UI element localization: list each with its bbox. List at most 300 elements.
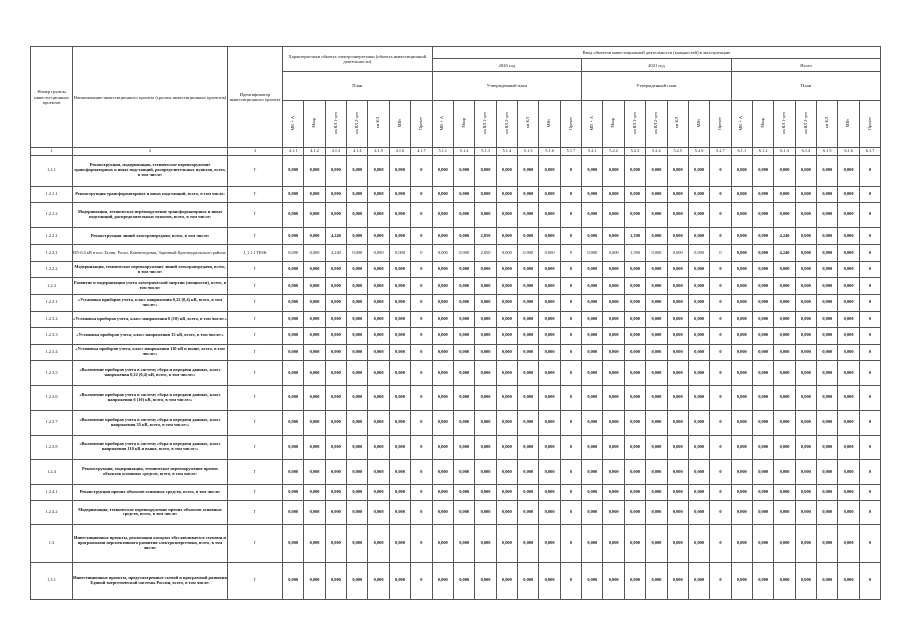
value-cell: 0 — [411, 328, 432, 345]
row-project-name: ВЛ-0,4 кВ в пос.Талин, Роскт, Камнеледовая, Заречный Красноуральского района — [73, 245, 228, 262]
value-cell: 0,000 — [432, 186, 453, 203]
value-cell: 0 — [710, 500, 731, 525]
unit-subheader-label: МВ×А — [439, 115, 445, 131]
value-cell: 0,000 — [688, 294, 709, 311]
value-cell: 0 — [560, 186, 581, 203]
value-cell: 0,000 — [453, 328, 474, 345]
value-cell: 0,000 — [582, 410, 603, 435]
value-cell: 0,000 — [283, 460, 304, 485]
value-cell: 0,000 — [838, 460, 859, 485]
value-cell: 0,000 — [817, 186, 838, 203]
value-cell: 0,000 — [347, 344, 368, 361]
table-row — [31, 344, 881, 361]
value-cell: 0 — [859, 410, 881, 435]
value-cell: 0,000 — [453, 344, 474, 361]
row-project-id: Г — [228, 261, 283, 278]
value-cell: 0,000 — [753, 385, 774, 410]
table-row — [31, 245, 881, 262]
unit-subheader — [539, 100, 560, 148]
value-cell: 0,000 — [432, 344, 453, 361]
value-cell: 0 — [859, 344, 881, 361]
value-cell: 0,000 — [496, 245, 517, 262]
col-project-id-header: Идентификатор инвестиционного проекта — [228, 47, 283, 148]
value-cell: 0,000 — [688, 227, 709, 245]
value-cell: 0,000 — [753, 435, 774, 460]
value-cell: 0,000 — [603, 525, 624, 562]
value-cell: 0,000 — [646, 385, 667, 410]
value-cell: 0 — [560, 227, 581, 245]
value-cell: 0,000 — [624, 500, 645, 525]
row-project-id: Г — [228, 410, 283, 435]
index-cell: 3 — [228, 148, 283, 155]
row-project-name: Реконструкция линий электропередачи, всего, в том числе: — [73, 227, 228, 245]
value-cell: 0,000 — [603, 361, 624, 386]
value-cell: 0,000 — [603, 203, 624, 228]
row-project-name: «Установка приборов учета, класс напряжения 35 кВ, всего, в том числе:» — [73, 328, 228, 345]
index-cell: 4.1.4 — [347, 148, 368, 155]
value-cell: 0,000 — [368, 261, 389, 278]
value-cell: 0,000 — [817, 562, 838, 599]
value-cell: 0,000 — [667, 278, 688, 295]
value-cell: 0,000 — [603, 278, 624, 295]
approved-plan-2020-header: Утвержденный план — [432, 71, 582, 100]
value-cell: 0,000 — [539, 227, 560, 245]
value-cell: 0,000 — [753, 278, 774, 295]
row-code: 1.3 — [31, 525, 73, 562]
value-cell: 0,000 — [389, 385, 410, 410]
value-cell: 0,000 — [774, 186, 795, 203]
value-cell: 0,000 — [283, 278, 304, 295]
value-cell: 0,000 — [347, 203, 368, 228]
unit-subheader — [325, 100, 346, 148]
value-cell: 0,000 — [432, 525, 453, 562]
value-cell: 0,000 — [347, 410, 368, 435]
value-cell: 0 — [560, 294, 581, 311]
unit-subheader — [368, 100, 389, 148]
value-cell: 0 — [859, 278, 881, 295]
value-cell: 0,000 — [347, 311, 368, 328]
commissioning-header: Ввод объектов инвестиционной деятельности (мощностей) в эксплуатацию — [432, 47, 881, 59]
index-cell: 4.1.2 — [304, 148, 325, 155]
table-row — [31, 385, 881, 410]
value-cell: 0,000 — [731, 385, 752, 410]
value-cell: 0,000 — [667, 385, 688, 410]
table-row — [31, 460, 881, 485]
value-cell: 0,000 — [389, 500, 410, 525]
value-cell: 0,000 — [624, 460, 645, 485]
row-project-name: «Установка приборов учета, класс напряжения 110 кВ и выше, всего, в том числе:» — [73, 344, 228, 361]
unit-subheader-label: МВ×А — [738, 115, 744, 131]
unit-subheader — [731, 100, 752, 148]
value-cell: 0,000 — [539, 410, 560, 435]
value-cell: 0,000 — [347, 261, 368, 278]
row-project-name: Модернизация, техническое перевооружение линий электропередачи, всего, в том числе: — [73, 261, 228, 278]
row-project-id: Г — [228, 460, 283, 485]
value-cell: 0,000 — [688, 278, 709, 295]
value-cell: 0,000 — [795, 460, 816, 485]
value-cell: 0,000 — [774, 485, 795, 501]
row-code: 1.3.1 — [31, 562, 73, 599]
unit-subheader-label: Мвар — [610, 118, 616, 128]
value-cell: 0,000 — [304, 361, 325, 386]
value-cell: 0,000 — [795, 485, 816, 501]
value-cell: 0 — [859, 311, 881, 328]
value-cell: 0,000 — [304, 227, 325, 245]
unit-subheader — [774, 100, 795, 148]
unit-subheader-label: км ВЛ 1-цеп — [482, 111, 488, 135]
value-cell: 0,000 — [304, 278, 325, 295]
value-cell: 0,000 — [539, 500, 560, 525]
value-cell: 0,000 — [731, 245, 752, 262]
value-cell: 0,000 — [496, 410, 517, 435]
value-cell: 0,000 — [753, 311, 774, 328]
value-cell: 0,000 — [688, 311, 709, 328]
value-cell: 0,000 — [304, 344, 325, 361]
value-cell: 0,000 — [667, 311, 688, 328]
unit-subheader-label: МВт — [695, 118, 701, 128]
value-cell: 0,000 — [389, 227, 410, 245]
value-cell: 0,000 — [496, 435, 517, 460]
row-code: 1.2.3.4 — [31, 344, 73, 361]
value-cell: 0,000 — [283, 344, 304, 361]
unit-subheader — [304, 100, 325, 148]
index-cell: 5.2.4 — [646, 148, 667, 155]
value-cell: 0,000 — [283, 245, 304, 262]
value-cell: 0,000 — [646, 410, 667, 435]
value-cell: 0,000 — [475, 562, 496, 599]
value-cell: 0,000 — [518, 186, 539, 203]
value-cell: 0,000 — [389, 311, 410, 328]
value-cell: 0,000 — [667, 261, 688, 278]
value-cell: 0,000 — [518, 562, 539, 599]
value-cell: 0,000 — [368, 410, 389, 435]
value-cell: 0,000 — [475, 500, 496, 525]
unit-subheader-label: км КЛ — [823, 117, 829, 129]
value-cell: 0,000 — [325, 155, 346, 186]
value-cell: 0,000 — [667, 344, 688, 361]
value-cell: 0,000 — [795, 203, 816, 228]
unit-subheader — [411, 100, 432, 148]
value-cell: 0,000 — [774, 361, 795, 386]
value-cell: 0,000 — [325, 500, 346, 525]
value-cell: 0,000 — [539, 203, 560, 228]
value-cell: 0,000 — [518, 344, 539, 361]
value-cell: 0,000 — [304, 485, 325, 501]
row-code: 1.2.1.1 — [31, 186, 73, 203]
value-cell: 0 — [859, 227, 881, 245]
value-cell: 0,000 — [795, 410, 816, 435]
value-cell: 0,000 — [325, 435, 346, 460]
value-cell: 0,000 — [347, 500, 368, 525]
value-cell: 0,000 — [838, 525, 859, 562]
value-cell: 0 — [710, 278, 731, 295]
value-cell: 0 — [411, 460, 432, 485]
value-cell: 0,000 — [731, 294, 752, 311]
value-cell: 0,000 — [368, 294, 389, 311]
value-cell: 0,000 — [603, 435, 624, 460]
value-cell: 0,000 — [325, 278, 346, 295]
value-cell: 0,000 — [389, 525, 410, 562]
value-cell: 0,000 — [774, 311, 795, 328]
value-cell: 0,000 — [731, 361, 752, 386]
value-cell: 0,000 — [389, 562, 410, 599]
value-cell: 0,000 — [325, 525, 346, 562]
value-cell: 0,000 — [347, 460, 368, 485]
value-cell: 0,000 — [283, 186, 304, 203]
index-cell: 5.1.2 — [453, 148, 474, 155]
value-cell: 0 — [560, 410, 581, 435]
value-cell: 0,000 — [368, 361, 389, 386]
value-cell: 0,000 — [582, 227, 603, 245]
value-cell: 0,000 — [496, 278, 517, 295]
value-cell: 0,000 — [624, 385, 645, 410]
value-cell: 0,000 — [347, 485, 368, 501]
unit-subheader-label: км КЛ — [674, 117, 680, 129]
value-cell: 0 — [411, 294, 432, 311]
value-cell: 0,000 — [582, 186, 603, 203]
value-cell: 0,000 — [795, 155, 816, 186]
value-cell: 0 — [560, 155, 581, 186]
value-cell: 0,000 — [539, 294, 560, 311]
value-cell: 0,000 — [753, 155, 774, 186]
value-cell: 0,000 — [518, 410, 539, 435]
value-cell: 0,000 — [475, 311, 496, 328]
value-cell: 0,000 — [496, 500, 517, 525]
value-cell: 0,000 — [539, 261, 560, 278]
value-cell: 0,000 — [795, 500, 816, 525]
value-cell: 0,000 — [283, 261, 304, 278]
value-cell: 0 — [710, 344, 731, 361]
value-cell: 0,000 — [389, 410, 410, 435]
table-row — [31, 294, 881, 311]
value-cell: 0 — [411, 562, 432, 599]
value-cell: 0,000 — [646, 485, 667, 501]
row-project-id: Г — [228, 155, 283, 186]
value-cell: 0,000 — [688, 525, 709, 562]
value-cell: 0,000 — [582, 245, 603, 262]
index-cell: 4.1.3 — [325, 148, 346, 155]
value-cell: 0 — [859, 294, 881, 311]
unit-subheader — [838, 100, 859, 148]
value-cell: 0,000 — [731, 328, 752, 345]
value-cell: 0,000 — [389, 245, 410, 262]
value-cell: 0,000 — [774, 500, 795, 525]
value-cell: 0,000 — [432, 500, 453, 525]
value-cell: 0 — [710, 155, 731, 186]
value-cell: 0,000 — [753, 410, 774, 435]
value-cell: 0,000 — [389, 460, 410, 485]
value-cell: 0,000 — [347, 278, 368, 295]
value-cell: 0,000 — [688, 361, 709, 386]
value-cell: 0,000 — [453, 203, 474, 228]
value-cell: 0,000 — [518, 227, 539, 245]
unit-subheader-label: км ВЛ 2-цеп — [353, 111, 359, 135]
value-cell: 0,000 — [304, 294, 325, 311]
value-cell: 0,000 — [582, 311, 603, 328]
value-cell: 0,000 — [688, 203, 709, 228]
value-cell: 0 — [710, 328, 731, 345]
value-cell: 0,000 — [795, 245, 816, 262]
value-cell: 0 — [710, 245, 731, 262]
table-row — [31, 328, 881, 345]
value-cell: 0,000 — [817, 328, 838, 345]
value-cell: 0 — [710, 385, 731, 410]
row-project-name: Реконструкция прочих объектов основных средств, всего, в том числе: — [73, 485, 228, 501]
value-cell: 0,000 — [838, 155, 859, 186]
value-cell: 0,000 — [325, 410, 346, 435]
value-cell: 0 — [859, 562, 881, 599]
row-code: 1.2.3.5 — [31, 361, 73, 386]
value-cell: 0,000 — [731, 311, 752, 328]
value-cell: 0,000 — [688, 562, 709, 599]
value-cell: 0,000 — [817, 385, 838, 410]
value-cell: 0,000 — [283, 435, 304, 460]
value-cell: 0,000 — [518, 311, 539, 328]
row-code: 1.2.3.3 — [31, 328, 73, 345]
row-project-id: Г — [228, 186, 283, 203]
value-cell: 0,000 — [688, 385, 709, 410]
value-cell: 0,000 — [817, 294, 838, 311]
value-cell: 0,000 — [688, 410, 709, 435]
unit-subheader — [667, 100, 688, 148]
value-cell: 0,000 — [667, 460, 688, 485]
table-row — [31, 361, 881, 386]
row-project-id: Г — [228, 311, 283, 328]
unit-subheader — [859, 100, 881, 148]
value-cell: 0 — [859, 435, 881, 460]
value-cell: 0,000 — [603, 500, 624, 525]
value-cell: 0,000 — [453, 155, 474, 186]
plan-total-header: План — [731, 71, 881, 100]
table-row — [31, 278, 881, 295]
value-cell: 0,000 — [667, 245, 688, 262]
row-code: 1.2.3.6 — [31, 385, 73, 410]
value-cell: 0,000 — [539, 385, 560, 410]
value-cell: 0,000 — [432, 203, 453, 228]
value-cell: 0,000 — [304, 385, 325, 410]
row-project-name: Инвестиционные проекты, предусмотренные схемой и программой развития Единой энергетической системы России, всего, в том числе: — [73, 562, 228, 599]
value-cell: 0,000 — [368, 245, 389, 262]
value-cell: 0,000 — [518, 361, 539, 386]
value-cell: 0,000 — [624, 278, 645, 295]
value-cell: 0 — [710, 294, 731, 311]
value-cell: 0,000 — [731, 155, 752, 186]
row-project-name: «Включение приборов учета в систему сбора и передачи данных, класс напряжения 110 кВ и выше, всего, в том числе:» — [73, 435, 228, 460]
row-code: 1.2.3.1 — [31, 294, 73, 311]
value-cell: 0,000 — [432, 278, 453, 295]
unit-subheader — [688, 100, 709, 148]
row-code: 1.2.3.2 — [31, 311, 73, 328]
value-cell: 0,000 — [817, 435, 838, 460]
value-cell: 0,000 — [582, 294, 603, 311]
value-cell: 0,000 — [753, 485, 774, 501]
value-cell: 0 — [710, 203, 731, 228]
value-cell: 0,000 — [774, 328, 795, 345]
value-cell: 0 — [859, 203, 881, 228]
unit-subheader — [475, 100, 496, 148]
value-cell: 0,000 — [582, 485, 603, 501]
value-cell: 0,000 — [325, 261, 346, 278]
unit-subheader — [624, 100, 645, 148]
value-cell: 0,000 — [518, 328, 539, 345]
value-cell: 0,000 — [646, 227, 667, 245]
value-cell: 0,000 — [539, 328, 560, 345]
value-cell: 0,000 — [817, 344, 838, 361]
value-cell: 0,000 — [518, 500, 539, 525]
row-project-name: «Установка приборов учета, класс напряжения 0,22 (0,4) кВ, всего, в том числе:» — [73, 294, 228, 311]
value-cell: 0,000 — [453, 435, 474, 460]
value-cell: 0,000 — [539, 525, 560, 562]
value-cell: 0,000 — [518, 525, 539, 562]
value-cell: 0,000 — [453, 525, 474, 562]
value-cell: 0,000 — [475, 186, 496, 203]
investment-table — [30, 46, 881, 600]
value-cell: 0,000 — [496, 155, 517, 186]
value-cell: 0,000 — [624, 344, 645, 361]
value-cell: 0,000 — [753, 245, 774, 262]
value-cell: 0,000 — [603, 460, 624, 485]
value-cell: 0,000 — [688, 328, 709, 345]
value-cell: 0,000 — [368, 385, 389, 410]
value-cell: 0 — [411, 245, 432, 262]
value-cell: 0,000 — [817, 155, 838, 186]
index-cell: 6.1.2 — [753, 148, 774, 155]
value-cell: 0,000 — [603, 485, 624, 501]
value-cell: 0,000 — [731, 500, 752, 525]
value-cell: 0,000 — [774, 385, 795, 410]
value-cell: 0,000 — [496, 311, 517, 328]
value-cell: 0,000 — [667, 328, 688, 345]
value-cell: 0 — [710, 361, 731, 386]
value-cell: 0,000 — [795, 278, 816, 295]
value-cell: 0 — [560, 562, 581, 599]
value-cell: 0,000 — [475, 261, 496, 278]
value-cell: 0,000 — [453, 385, 474, 410]
value-cell: 0,000 — [817, 500, 838, 525]
unit-subheader-label: МВт — [546, 118, 552, 128]
table-row — [31, 525, 881, 562]
col-project-name-header: Наименование инвестиционного проекта (группы инвестиционных проектов) — [73, 47, 228, 148]
row-code: 1.2.2.1 — [31, 245, 73, 262]
value-cell: 0,000 — [432, 385, 453, 410]
table-row — [31, 186, 881, 203]
value-cell: 0,000 — [795, 328, 816, 345]
value-cell: 0,000 — [539, 278, 560, 295]
value-cell: 0,000 — [667, 186, 688, 203]
value-cell: 0,000 — [432, 361, 453, 386]
value-cell: 0,000 — [731, 410, 752, 435]
row-project-name: «Включение приборов учета в систему сбора и передачи данных, класс напряжения 35 кВ, всего, в том числе:» — [73, 410, 228, 435]
value-cell: 0,000 — [496, 203, 517, 228]
value-cell: 0,000 — [603, 562, 624, 599]
value-cell: 0,000 — [603, 261, 624, 278]
value-cell: 0,000 — [817, 227, 838, 245]
unit-subheader — [795, 100, 816, 148]
value-cell: 0,000 — [453, 294, 474, 311]
value-cell: 0,000 — [453, 186, 474, 203]
index-cell: 5.2.5 — [667, 148, 688, 155]
value-cell: 0,000 — [753, 344, 774, 361]
value-cell: 0,000 — [496, 385, 517, 410]
value-cell: 0,000 — [624, 525, 645, 562]
unit-subheader-label: Прочее — [717, 116, 723, 130]
value-cell: 0,000 — [646, 278, 667, 295]
value-cell: 0,000 — [795, 186, 816, 203]
value-cell: 0,000 — [646, 525, 667, 562]
value-cell: 0,000 — [624, 203, 645, 228]
table-row — [31, 261, 881, 278]
value-cell: 0,000 — [496, 186, 517, 203]
